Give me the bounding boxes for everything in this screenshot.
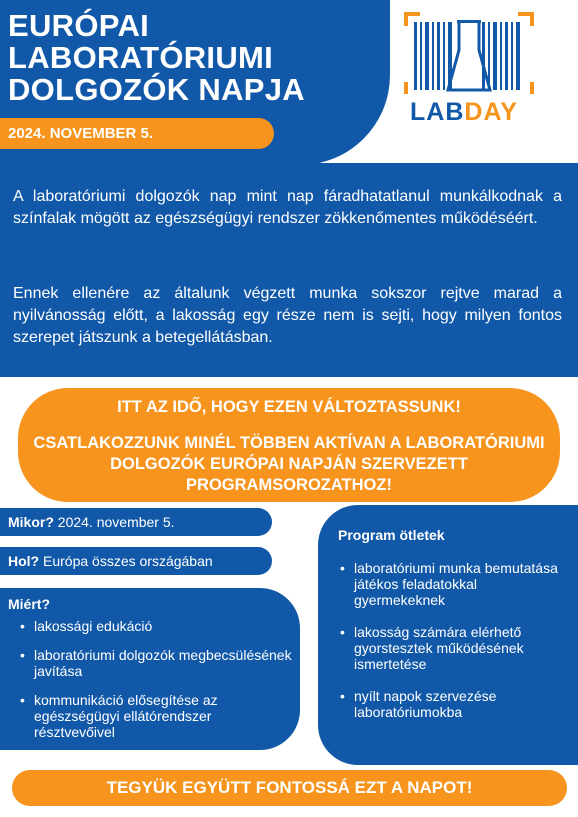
list-item: • laboratóriumi munka bemutatása játékos feladatokkal gyermekeknek: [340, 560, 568, 608]
call-to-action-box: [18, 388, 560, 502]
intro-paragraph-2: Ennek ellenére az általunk végzett munka sokszor rejtve marad a nyilvánosság előtt, a lakosság egy része nem is sejti, hogy milyen fontos szerepet játszunk a betegellátásban.: [13, 285, 562, 346]
intro-section: [0, 163, 578, 377]
footer-slogan: TEGYÜK EGYÜTT FONTOSSÁ EZT A NAPOT!: [12, 770, 567, 806]
list-item: • lakosság számára elérhető gyorstesztek működésének ismertetése: [340, 624, 568, 672]
ideas-list: [340, 560, 568, 736]
when-value: 2024. november 5.: [57, 514, 175, 530]
why-box: [0, 588, 300, 750]
program-ideas-box: [318, 505, 578, 765]
list-item: • lakossági edukáció: [20, 618, 292, 634]
ideas-label: Program ötletek: [338, 527, 445, 543]
title-line-2: LABORATÓRIUMI: [8, 40, 274, 75]
logo-text-day: DAY: [464, 98, 518, 126]
why-list: [20, 618, 292, 753]
intro-paragraph-1: A laboratóriumi dolgozók nap mint nap fáradhatatlanul munkálkodnak a színfalak mögött az egészségügyi rendszer zökkenőmentes működéséért.: [13, 188, 562, 227]
list-item: • nyílt napok szervezése laboratóriumokba: [340, 688, 568, 720]
event-date: 2024. NOVEMBER 5.: [0, 118, 274, 149]
when-label: Mikor?: [8, 514, 54, 530]
logo-text-lab: LAB: [410, 98, 465, 126]
title-line-3: DOLGOZÓK NAPJA: [8, 72, 305, 107]
where-value: Európa összes országában: [43, 553, 213, 569]
when-pill: [0, 508, 272, 536]
list-item: • kommunikáció elősegítése az egészségügyi ellátórendszer résztvevőivel: [20, 692, 292, 740]
page-title: [8, 10, 378, 106]
why-label: Miért?: [8, 596, 50, 612]
where-pill: [0, 547, 272, 575]
where-label: Hol?: [8, 553, 40, 569]
call-headline: ITT AZ IDŐ, HOGY EZEN VÁLTOZTASSUNK!: [117, 398, 461, 416]
list-item: • laboratóriumi dolgozók megbecsülésének javítása: [20, 647, 292, 679]
call-text: CSATLAKOZZUNK MINÉL TÖBBEN AKTÍVAN A LABORATÓRIUMI DOLGOZÓK EURÓPAI NAPJÁN SZERVEZETT PROGRAMSOROZATHOZ!: [33, 434, 545, 494]
logo-text: [410, 98, 518, 126]
title-line-1: EURÓPAI: [8, 8, 150, 43]
